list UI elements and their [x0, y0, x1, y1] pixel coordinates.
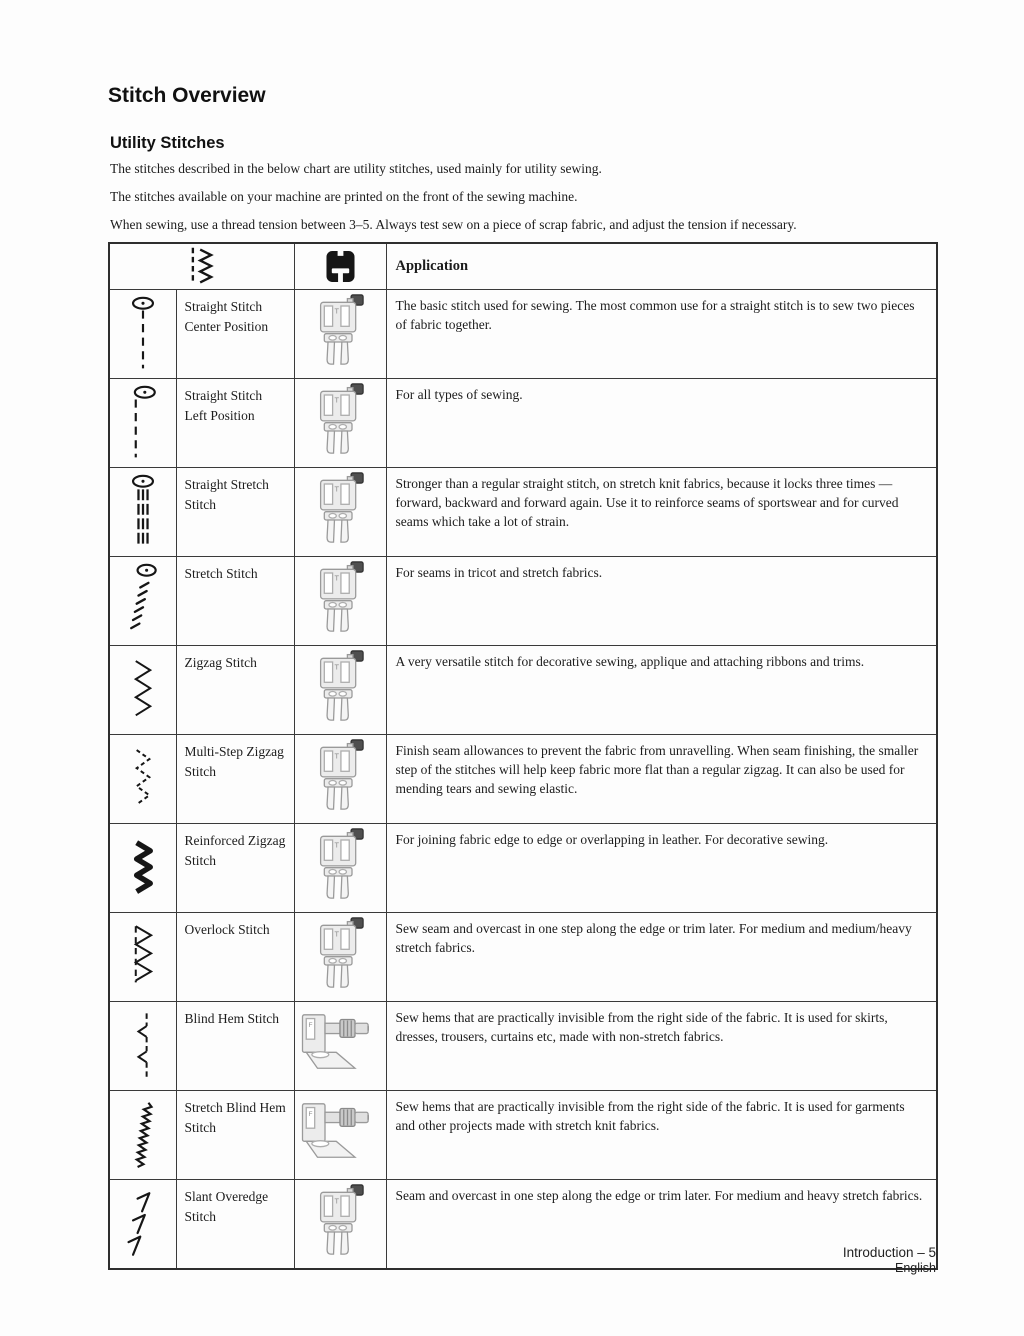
stitch-application: Finish seam allowances to prevent the fabric from unravelling. When seam finishing, the smaller step of the stitches will help keep fabric more flat than a regular zigzag. It can also be used for mending tears and sewing elastic.	[395, 743, 919, 797]
blind-hem-presser-foot-icon	[296, 1012, 384, 1072]
standard-presser-foot-icon	[314, 828, 366, 900]
standard-presser-foot-icon	[314, 561, 366, 633]
stitch-name: Straight Stretch Stitch	[184, 477, 269, 512]
table-row	[109, 913, 937, 1002]
table-row	[109, 1091, 937, 1180]
table-row	[109, 1180, 937, 1270]
application-column-header: Application	[386, 243, 937, 290]
reinforced-zigzag-stitch-icon	[123, 830, 163, 906]
stitch-application: A very versatile stitch for decorative sewing, applique and attaching ribbons and trims.	[395, 654, 865, 670]
table-row	[109, 1002, 937, 1091]
standard-presser-foot-icon	[314, 739, 366, 811]
stitch-application: For joining fabric edge to edge or overlapping in leather. For decorative sewing.	[395, 832, 829, 848]
stitch-column-header	[109, 243, 294, 290]
stitch-application: Sew seam and overcast in one step along the edge or trim later. For medium and medium/heavy stretch fabrics.	[395, 921, 912, 956]
presser-foot-icon	[326, 250, 355, 283]
stitch-application: For seams in tricot and stretch fabrics.	[395, 565, 603, 581]
utility-stitches-table	[108, 242, 938, 1271]
intro-paragraph: When sewing, use a thread tension between 3–5. Always test sew on a piece of scrap fabric, and adjust the tension if necessary.	[110, 216, 797, 232]
stitch-application: Sew hems that are practically invisible from the right side of the fabric. It is used for skirts, dresses, trousers, curtains etc, made with non-stretch fabrics.	[395, 1010, 888, 1045]
zigzag-stitch-icon	[123, 652, 163, 728]
page-number: Introduction – 5	[842, 1245, 936, 1260]
standard-presser-foot-icon	[314, 917, 366, 989]
straight-stretch-stitch-icon	[123, 474, 163, 550]
stitch-name: Straight Stitch Center Position	[184, 299, 269, 334]
table-header-row	[109, 243, 937, 290]
table-row	[109, 646, 937, 735]
straight-left-stitch-icon	[123, 385, 163, 461]
straight-center-stitch-icon	[123, 296, 163, 372]
section-title: Utility Stitches	[110, 134, 225, 152]
intro-paragraph: The stitches described in the below chart are utility stitches, used mainly for utility sewing.	[110, 161, 602, 176]
table-row	[109, 735, 937, 824]
standard-presser-foot-icon	[314, 294, 366, 366]
stitch-application: For all types of sewing.	[395, 387, 523, 403]
table-row	[109, 290, 937, 379]
stitch-name: Straight Stitch Left Position	[184, 388, 263, 423]
table-row	[109, 824, 937, 913]
stretch-blind-hem-stitch-icon	[123, 1097, 163, 1173]
stitch-application: Stronger than a regular straight stitch, on stretch knit fabrics, because it locks three times — forward, backward and forward again. Use it to reinforce seams of sportswear and for curved seams which take a lot of strain.	[395, 476, 899, 530]
stitch-application: The basic stitch used for sewing. The most common use for a straight stitch is to sew two pieces of fabric together.	[395, 298, 915, 333]
page-title: Stitch Overview	[108, 84, 266, 107]
stitch-selector-icon	[187, 245, 217, 287]
table-row	[109, 557, 937, 646]
stitch-application: Sew hems that are practically invisible from the right side of the fabric. It is used for garments and other projects made with stretch knit fabrics.	[395, 1099, 905, 1134]
slant-overedge-stitch-icon	[123, 1186, 163, 1262]
overlock-stitch-icon	[123, 919, 163, 995]
stitch-application: Seam and overcast in one step along the edge or trim later. For medium and heavy stretch fabrics.	[395, 1188, 923, 1204]
stitch-name: Zigzag Stitch	[184, 655, 257, 671]
standard-presser-foot-icon	[314, 383, 366, 455]
foot-column-header	[294, 243, 386, 290]
page-footer	[843, 1245, 936, 1275]
language-label: English	[895, 1261, 936, 1275]
stitch-name: Reinforced Zigzag Stitch	[184, 833, 286, 868]
stitch-name: Blind Hem Stitch	[184, 1011, 279, 1027]
stitch-name: Overlock Stitch	[184, 922, 270, 938]
stretch-stitch-icon	[123, 563, 163, 639]
table-row	[109, 379, 937, 468]
stitch-name: Multi-Step Zigzag Stitch	[184, 744, 284, 779]
table-row	[109, 468, 937, 557]
multistep-zigzag-stitch-icon	[123, 741, 163, 817]
stitch-name: Slant Overedge Stitch	[184, 1189, 269, 1224]
blind-hem-stitch-icon	[123, 1008, 163, 1084]
stitch-name: Stretch Blind Hem Stitch	[184, 1100, 286, 1135]
table-body	[109, 290, 937, 1270]
stitch-name: Stretch Stitch	[184, 566, 258, 582]
blind-hem-presser-foot-icon	[296, 1101, 384, 1161]
intro-paragraph: The stitches available on your machine are printed on the front of the sewing machine.	[110, 188, 578, 204]
standard-presser-foot-icon	[314, 1184, 366, 1256]
standard-presser-foot-icon	[314, 650, 366, 722]
standard-presser-foot-icon	[314, 472, 366, 544]
page-content	[108, 84, 936, 1270]
